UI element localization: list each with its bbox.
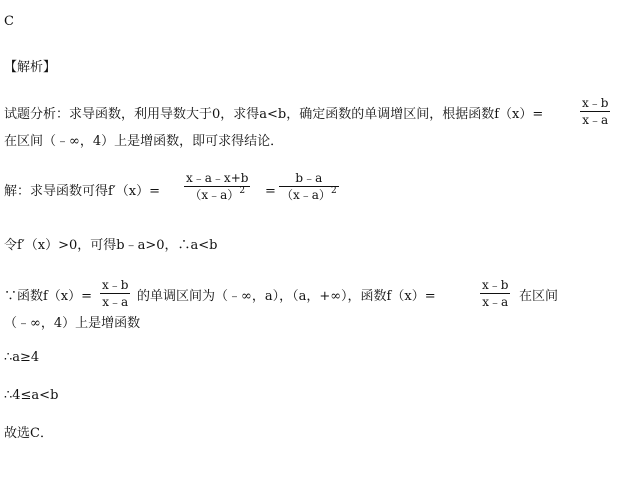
interval-line-middle: 的单调区间为（﹣∞，a），（a，+∞），函数f（x）= <box>137 289 436 304</box>
fraction-denominator: x﹣a <box>102 295 129 309</box>
answer-letter: C <box>4 14 14 29</box>
solution-derivative-prefix: 解：求导函数可得f′（x）= <box>4 184 160 199</box>
conclusion-a-ge-4: ∴a≥4 <box>4 350 40 365</box>
fraction-numerator: x﹣b <box>482 278 509 292</box>
fraction-numerator: b﹣a <box>279 171 339 187</box>
fraction-denominator: x﹣a <box>482 295 509 309</box>
final-answer: 故选C． <box>4 426 53 441</box>
fraction-numerator: x﹣a﹣x+b <box>186 171 249 185</box>
interval-line-prefix: ∵函数f（x）= <box>4 289 93 304</box>
conclusion-range: ∴4≤a<b <box>4 388 59 403</box>
interval-line-2: （﹣∞，4）上是增函数 <box>4 316 141 331</box>
equals-sign: = <box>265 184 276 199</box>
derivative-fraction-2 <box>279 171 339 202</box>
section-heading: 【解析】 <box>4 60 57 75</box>
derivative-positive-step: 令f′（x）>0，可得b﹣a>0，∴a<b <box>4 238 218 253</box>
analysis-line-1: 试题分析：求导函数，利用导数大于0，求得a<b，确定函数的单调增区间，根据函数f（x）= <box>4 107 544 122</box>
fraction-denominator: （x﹣a）$^2$ <box>281 186 337 202</box>
analysis-line-2: 在区间（﹣∞，4）上是增函数，即可求得结论． <box>4 134 284 149</box>
interval-fraction-2 <box>480 278 510 309</box>
interval-fraction-1 <box>100 278 130 309</box>
fraction-denominator: x﹣a <box>582 113 609 127</box>
derivative-fraction-1 <box>184 171 250 202</box>
analysis-fraction <box>580 96 610 127</box>
fraction-denominator: （x﹣a）$^2$ <box>189 186 246 202</box>
fraction-numerator: x﹣b <box>102 278 129 292</box>
interval-line-suffix: 在区间 <box>519 289 559 304</box>
fraction-numerator: x﹣b <box>582 96 609 110</box>
